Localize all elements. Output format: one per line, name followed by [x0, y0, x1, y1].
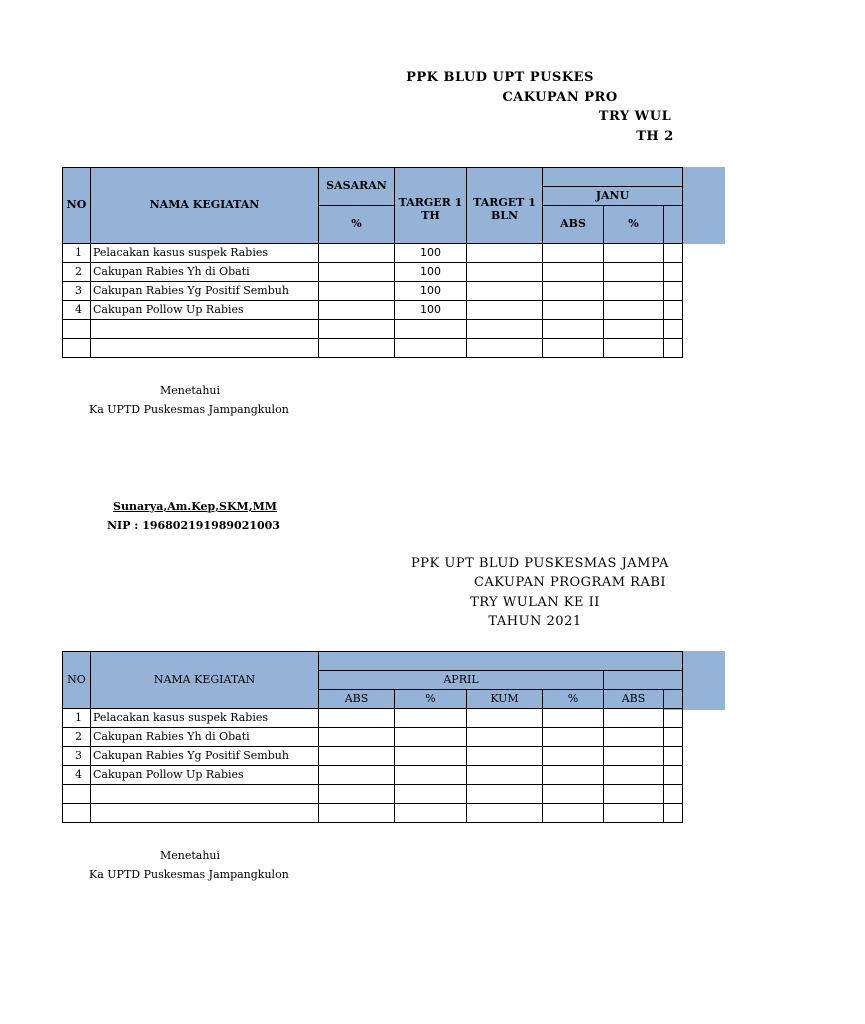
col-pct2-header: %	[543, 690, 604, 709]
signatory-name: Sunarya,Am.Kep,SKM,MM	[113, 500, 277, 513]
report2-title-line3: TRY WULAN KE II	[470, 595, 600, 610]
row-nama: Pelacakan kasus suspek Rabies	[91, 709, 319, 728]
report2-table	[62, 651, 683, 823]
col-sasaran-header: SASARAN	[319, 168, 395, 206]
month-header-next	[604, 671, 683, 690]
row-nama: Cakupan Pollow Up Rabies	[91, 301, 319, 320]
col-pct2-header: %	[604, 206, 664, 244]
col-abs2-header: ABS	[604, 690, 664, 709]
row-nama: Pelacakan kasus suspek Rabies	[91, 244, 319, 263]
report2-title-line4: TAHUN 2021	[488, 614, 582, 629]
col-extra-header	[664, 690, 683, 709]
month-group-header	[543, 168, 683, 187]
table-row	[63, 244, 683, 263]
row-target: 100	[395, 244, 467, 263]
row-nama: Cakupan Rabies Yh di Obati	[91, 728, 319, 747]
report2-title-line2: CAKUPAN PROGRAM RABI	[473, 575, 667, 590]
row-no: 1	[63, 709, 91, 728]
report1-title-line2: CAKUPAN PRO	[502, 90, 618, 105]
row-no: 2	[63, 263, 91, 282]
month-group-header	[319, 652, 683, 671]
row-no: 3	[63, 747, 91, 766]
table-row-empty	[63, 785, 683, 804]
report1-title-line1: PPK BLUD UPT PUSKES	[406, 70, 594, 85]
signatory-nip: NIP : 196802191989021003	[107, 519, 280, 532]
row-no: 1	[63, 244, 91, 263]
table-row	[63, 766, 683, 785]
menetahui-label: Menetahui	[160, 384, 221, 397]
col-target-bln-header: TARGET 1 BLN	[467, 168, 543, 244]
report1-title-line3: TRY WUL	[598, 109, 672, 124]
col-target-th-header: TARGER 1 TH	[395, 168, 467, 244]
col-no-header: NO	[63, 652, 91, 709]
row-nama: Cakupan Rabies Yh di Obati	[91, 263, 319, 282]
position-label-2: Ka UPTD Puskesmas Jampangkulon	[89, 868, 289, 881]
table-row-empty	[63, 804, 683, 823]
table-row-empty	[63, 320, 683, 339]
col-nama-header: NAMA KEGIATAN	[91, 652, 319, 709]
col-extra-header	[664, 206, 683, 244]
row-target: 100	[395, 301, 467, 320]
col-abs-header: ABS	[543, 206, 604, 244]
row-nama: Cakupan Rabies Yg Positif Sembuh	[91, 282, 319, 301]
menetahui-label-2: Menetahui	[160, 849, 221, 862]
table-row	[63, 728, 683, 747]
table-row	[63, 301, 683, 320]
row-no: 4	[63, 766, 91, 785]
row-no: 3	[63, 282, 91, 301]
position-label: Ka UPTD Puskesmas Jampangkulon	[89, 403, 289, 416]
table-row	[63, 709, 683, 728]
row-target: 100	[395, 263, 467, 282]
table-row	[63, 282, 683, 301]
report1-table	[62, 167, 683, 358]
row-no: 4	[63, 301, 91, 320]
col-kum-header: KUM	[467, 690, 543, 709]
col-no-header: NO	[63, 168, 91, 244]
col-abs-header: ABS	[319, 690, 395, 709]
col-pct-header: %	[319, 206, 395, 244]
report1-title-line4: TH 2	[636, 129, 674, 144]
table-row	[63, 747, 683, 766]
report2-title-line1: PPK UPT BLUD PUSKESMAS JAMPA	[411, 556, 669, 571]
row-target: 100	[395, 282, 467, 301]
row-nama: Cakupan Pollow Up Rabies	[91, 766, 319, 785]
month-header: JANU	[543, 187, 683, 206]
row-no: 2	[63, 728, 91, 747]
month-header-april: APRIL	[319, 671, 604, 690]
col-pct-header: %	[395, 690, 467, 709]
table-row-empty	[63, 339, 683, 358]
col-nama-header: NAMA KEGIATAN	[91, 168, 319, 244]
table-row	[63, 263, 683, 282]
row-nama: Cakupan Rabies Yg Positif Sembuh	[91, 747, 319, 766]
